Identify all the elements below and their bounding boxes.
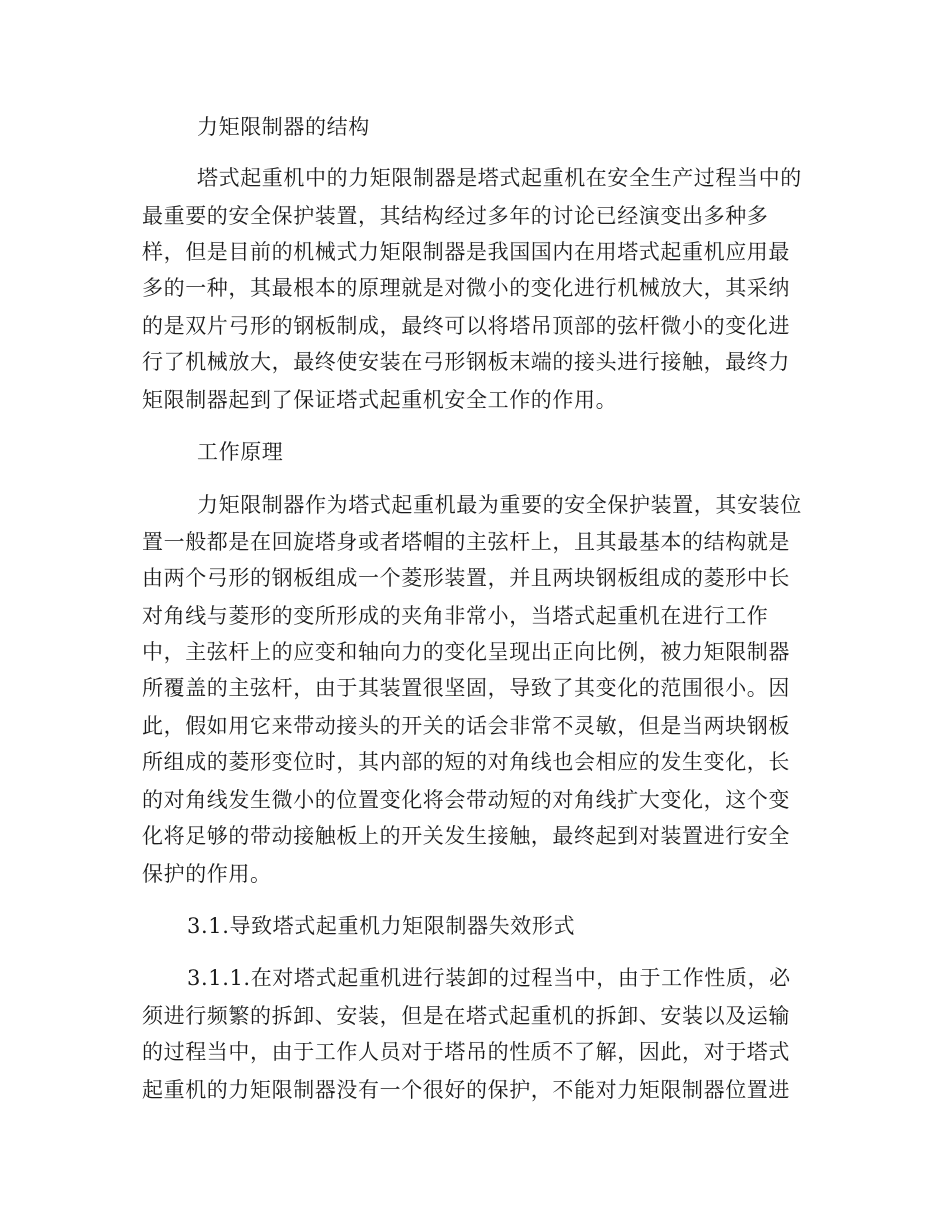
section-heading-failure-modes: 3.1.导致塔式起重机力矩限制器失效形式	[187, 914, 576, 938]
paragraph-line: 样，但是目前的机械式力矩限制器是我国国内在用塔式起重机应用最	[142, 240, 790, 264]
paragraph-line: 对角线与菱形的变所形成的夹角非常小，当塔式起重机在进行工作	[142, 604, 769, 628]
paragraph-line: 的过程当中，由于工作人员对于塔吊的性质不了解，因此，对于塔式	[142, 1040, 790, 1064]
paragraph-line: 中，主弦杆上的应变和轴向力的变化呈现出正向比例，被力矩限制器	[142, 640, 790, 664]
paragraph-line: 力矩限制器作为塔式起重机最为重要的安全保护装置，其安装位	[197, 493, 802, 517]
paragraph-line: 须进行频繁的拆卸、安装，但是在塔式起重机的拆卸、安装以及运输	[142, 1004, 790, 1028]
paragraph-line: 所组成的菱形变位时，其内部的短的对角线也会相应的发生变化，长	[142, 750, 790, 774]
paragraph-line: 所覆盖的主弦杆，由于其装置很坚固，导致了其变化的范围很小。因	[142, 676, 790, 700]
paragraph-line: 多的一种，其最根本的原理就是对微小的变化进行机械放大，其采纳	[142, 276, 790, 300]
paragraph-line: 保护的作用。	[142, 862, 272, 886]
section-heading-principle: 工作原理	[197, 440, 284, 464]
paragraph-line: 起重机的力矩限制器没有一个很好的保护，不能对力矩限制器位置进	[142, 1078, 790, 1102]
section-heading-structure: 力矩限制器的结构	[197, 115, 370, 139]
paragraph-line: 最重要的安全保护装置，其结构经过多年的讨论已经演变出多种多	[142, 204, 769, 228]
paragraph-line: 化将足够的带动接触板上的开关发生接触，最终起到对装置进行安全	[142, 824, 790, 848]
paragraph-line: 行了机械放大，最终使安装在弓形钢板末端的接头进行接触，最终力	[142, 350, 790, 374]
paragraph-line: 的对角线发生微小的位置变化将会带动短的对角线扩大变化，这个变	[142, 788, 790, 812]
paragraph-line: 矩限制器起到了保证塔式起重机安全工作的作用。	[142, 388, 618, 412]
paragraph-line: 置一般都是在回旋塔身或者塔帽的主弦杆上，且其最基本的结构就是	[142, 530, 790, 554]
paragraph-line: 由两个弓形的钢板组成一个菱形装置，并且两块钢板组成的菱形中长	[142, 566, 790, 590]
paragraph-line: 的是双片弓形的钢板制成，最终可以将塔吊顶部的弦杆微小的变化进	[142, 314, 790, 338]
paragraph-line: 此，假如用它来带动接头的开关的话会非常不灵敏，但是当两块钢板	[142, 714, 790, 738]
paragraph-line: 塔式起重机中的力矩限制器是塔式起重机在安全生产过程当中的	[197, 166, 802, 190]
paragraph-line: 3.1.1.在对塔式起重机进行装卸的过程当中，由于工作性质，必	[187, 966, 791, 990]
